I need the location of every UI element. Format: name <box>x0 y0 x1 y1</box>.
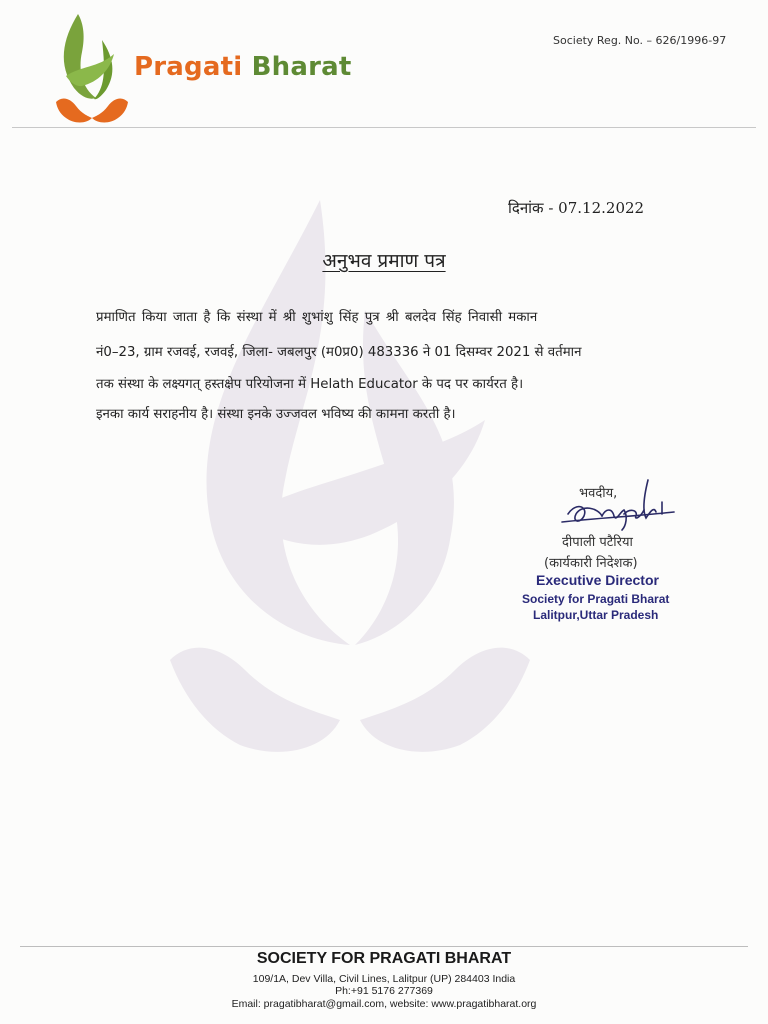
letter-title <box>0 247 768 273</box>
registration-number: Society Reg. No. – 626/1996-97 <box>553 34 727 47</box>
signatory-location: Lalitpur,Uttar Pradesh <box>533 608 659 622</box>
closing-salutation: भवदीय, <box>579 486 618 501</box>
signatory-role-english: Executive Director <box>536 572 659 588</box>
watermark-logo-icon <box>150 190 550 770</box>
footer-phone: Ph:+91 5176 277369 <box>335 985 433 997</box>
footer-org-name: SOCIETY FOR PRAGATI BHARAT <box>256 950 512 967</box>
footer-address: 109/1A, Dev Villa, Civil Lines, Lalitpur (UP) 284403 India <box>252 973 516 985</box>
brand-name <box>134 52 351 82</box>
brand-name-part2: Bharat <box>251 52 352 82</box>
body-line-3: तक संस्था के लक्ष्यगत् हस्तक्षेप परियोजना में Helath Educator के पद पर कार्यरत है। <box>96 377 524 392</box>
signatory-organization: Society for Pragati Bharat <box>522 592 670 606</box>
body-line-2: नं0–23, ग्राम रजवई, रजवई, जिला- जबलपुर (म0प्र0) 483336 ने 01 दिसम्वर 2021 से वर्तमान <box>96 345 582 360</box>
footer-divider <box>20 946 748 947</box>
letter-title-text: अनुभव प्रमाण पत्र <box>322 250 446 272</box>
letter-date: दिनांक - 07.12.2022 <box>508 199 645 217</box>
signatory-name: दीपाली पटैरिया <box>562 535 633 550</box>
logo-icon <box>52 10 132 128</box>
body-line-4: इनका कार्य सराहनीय है। संस्था इनके उज्जवल भविष्य की कामना करती है। <box>96 407 456 422</box>
signatory-role-hindi: (कार्यकारी निदेशक) <box>544 556 638 571</box>
footer-contact: Email: pragatibharat@gmail.com, website: www.pragatibharat.org <box>231 998 537 1010</box>
handwritten-signature-icon <box>558 472 678 532</box>
body-line-1: प्रमाणित किया जाता है कि संस्था में श्री शुभांशु सिंह पुत्र श्री बलदेव सिंह निवासी मकान <box>96 310 538 325</box>
brand-name-part1: Pragati <box>134 52 243 82</box>
header-divider <box>12 127 756 128</box>
